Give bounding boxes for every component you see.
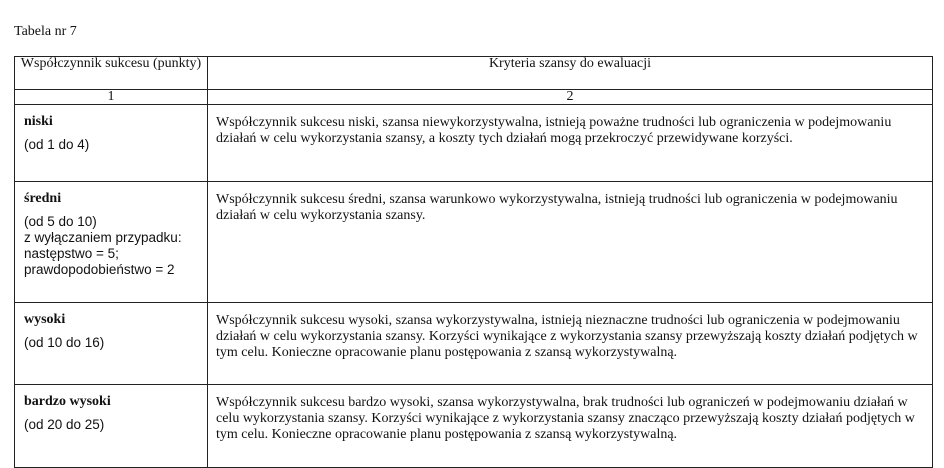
criteria-description: Współczynnik sukcesu wysoki, szansa wykorzystywalna, istnieją nieznaczne trudności lub ograniczenia w podejmowaniu działań w celu wykorzystania szansy. Korzyści wynikające z wykorzystania szansy przewyższają koszty działań podjętych w tym celu. Konieczne opracowanie planu postępowania z szansą wykorzystywalną. xyxy=(208,303,933,385)
table-row xyxy=(15,303,933,385)
level-name: niski xyxy=(24,114,53,129)
level-cell xyxy=(15,182,208,303)
header-success-factor: Współczynnik sukcesu (punkty) xyxy=(15,57,208,90)
table-row xyxy=(15,105,933,182)
criteria-description: Współczynnik sukcesu średni, szansa warunkowo wykorzystywalna, istnieją trudności lub ograniczenia w podejmowaniu działań w celu wykorzystania szansy. xyxy=(208,182,933,303)
header-row xyxy=(15,57,933,90)
level-name: średni xyxy=(24,191,62,206)
column-number-2: 2 xyxy=(208,90,933,105)
criteria-description: Współczynnik sukcesu bardzo wysoki, szansa wykorzystywalna, brak trudności lub ograniczeń w podejmowaniu działań w celu wykorzystania szansy. Korzyści wynikające z wykorzystania szansy znacząco przewyższają koszty działań podjętych w tym celu. Konieczne opracowanie planu postępowania z szansą wykorzystywalną. xyxy=(208,385,933,468)
level-exception: prawdopodobieństwo = 2 xyxy=(24,262,175,277)
level-cell xyxy=(15,385,208,468)
level-range: (od 1 do 4) xyxy=(24,137,90,152)
table-row xyxy=(15,182,933,303)
level-name: bardzo wysoki xyxy=(24,394,111,409)
level-cell xyxy=(15,303,208,385)
level-range: (od 5 do 10) xyxy=(24,214,97,229)
level-name: wysoki xyxy=(24,312,66,327)
table-caption: Tabela nr 7 xyxy=(14,24,77,39)
header-criteria: Kryteria szansy do ewaluacji xyxy=(208,57,933,90)
level-cell xyxy=(15,105,208,182)
level-exception: następstwo = 5; xyxy=(24,246,119,261)
criteria-description: Współczynnik sukcesu niski, szansa niewykorzystywalna, istnieją poważne trudności lub ograniczenia w podejmowaniu działań w celu wykorzystania szansy, a koszty tych działań mogą przekroczyć przewidywane korzyści. xyxy=(208,105,933,182)
level-range: (od 10 do 16) xyxy=(24,335,105,350)
level-exception: z wyłączaniem przypadku: xyxy=(24,230,182,245)
level-range: (od 20 do 25) xyxy=(24,417,105,432)
column-number-1: 1 xyxy=(15,90,208,105)
table-row xyxy=(15,385,933,468)
criteria-table xyxy=(14,56,933,468)
column-number-row xyxy=(15,90,933,105)
